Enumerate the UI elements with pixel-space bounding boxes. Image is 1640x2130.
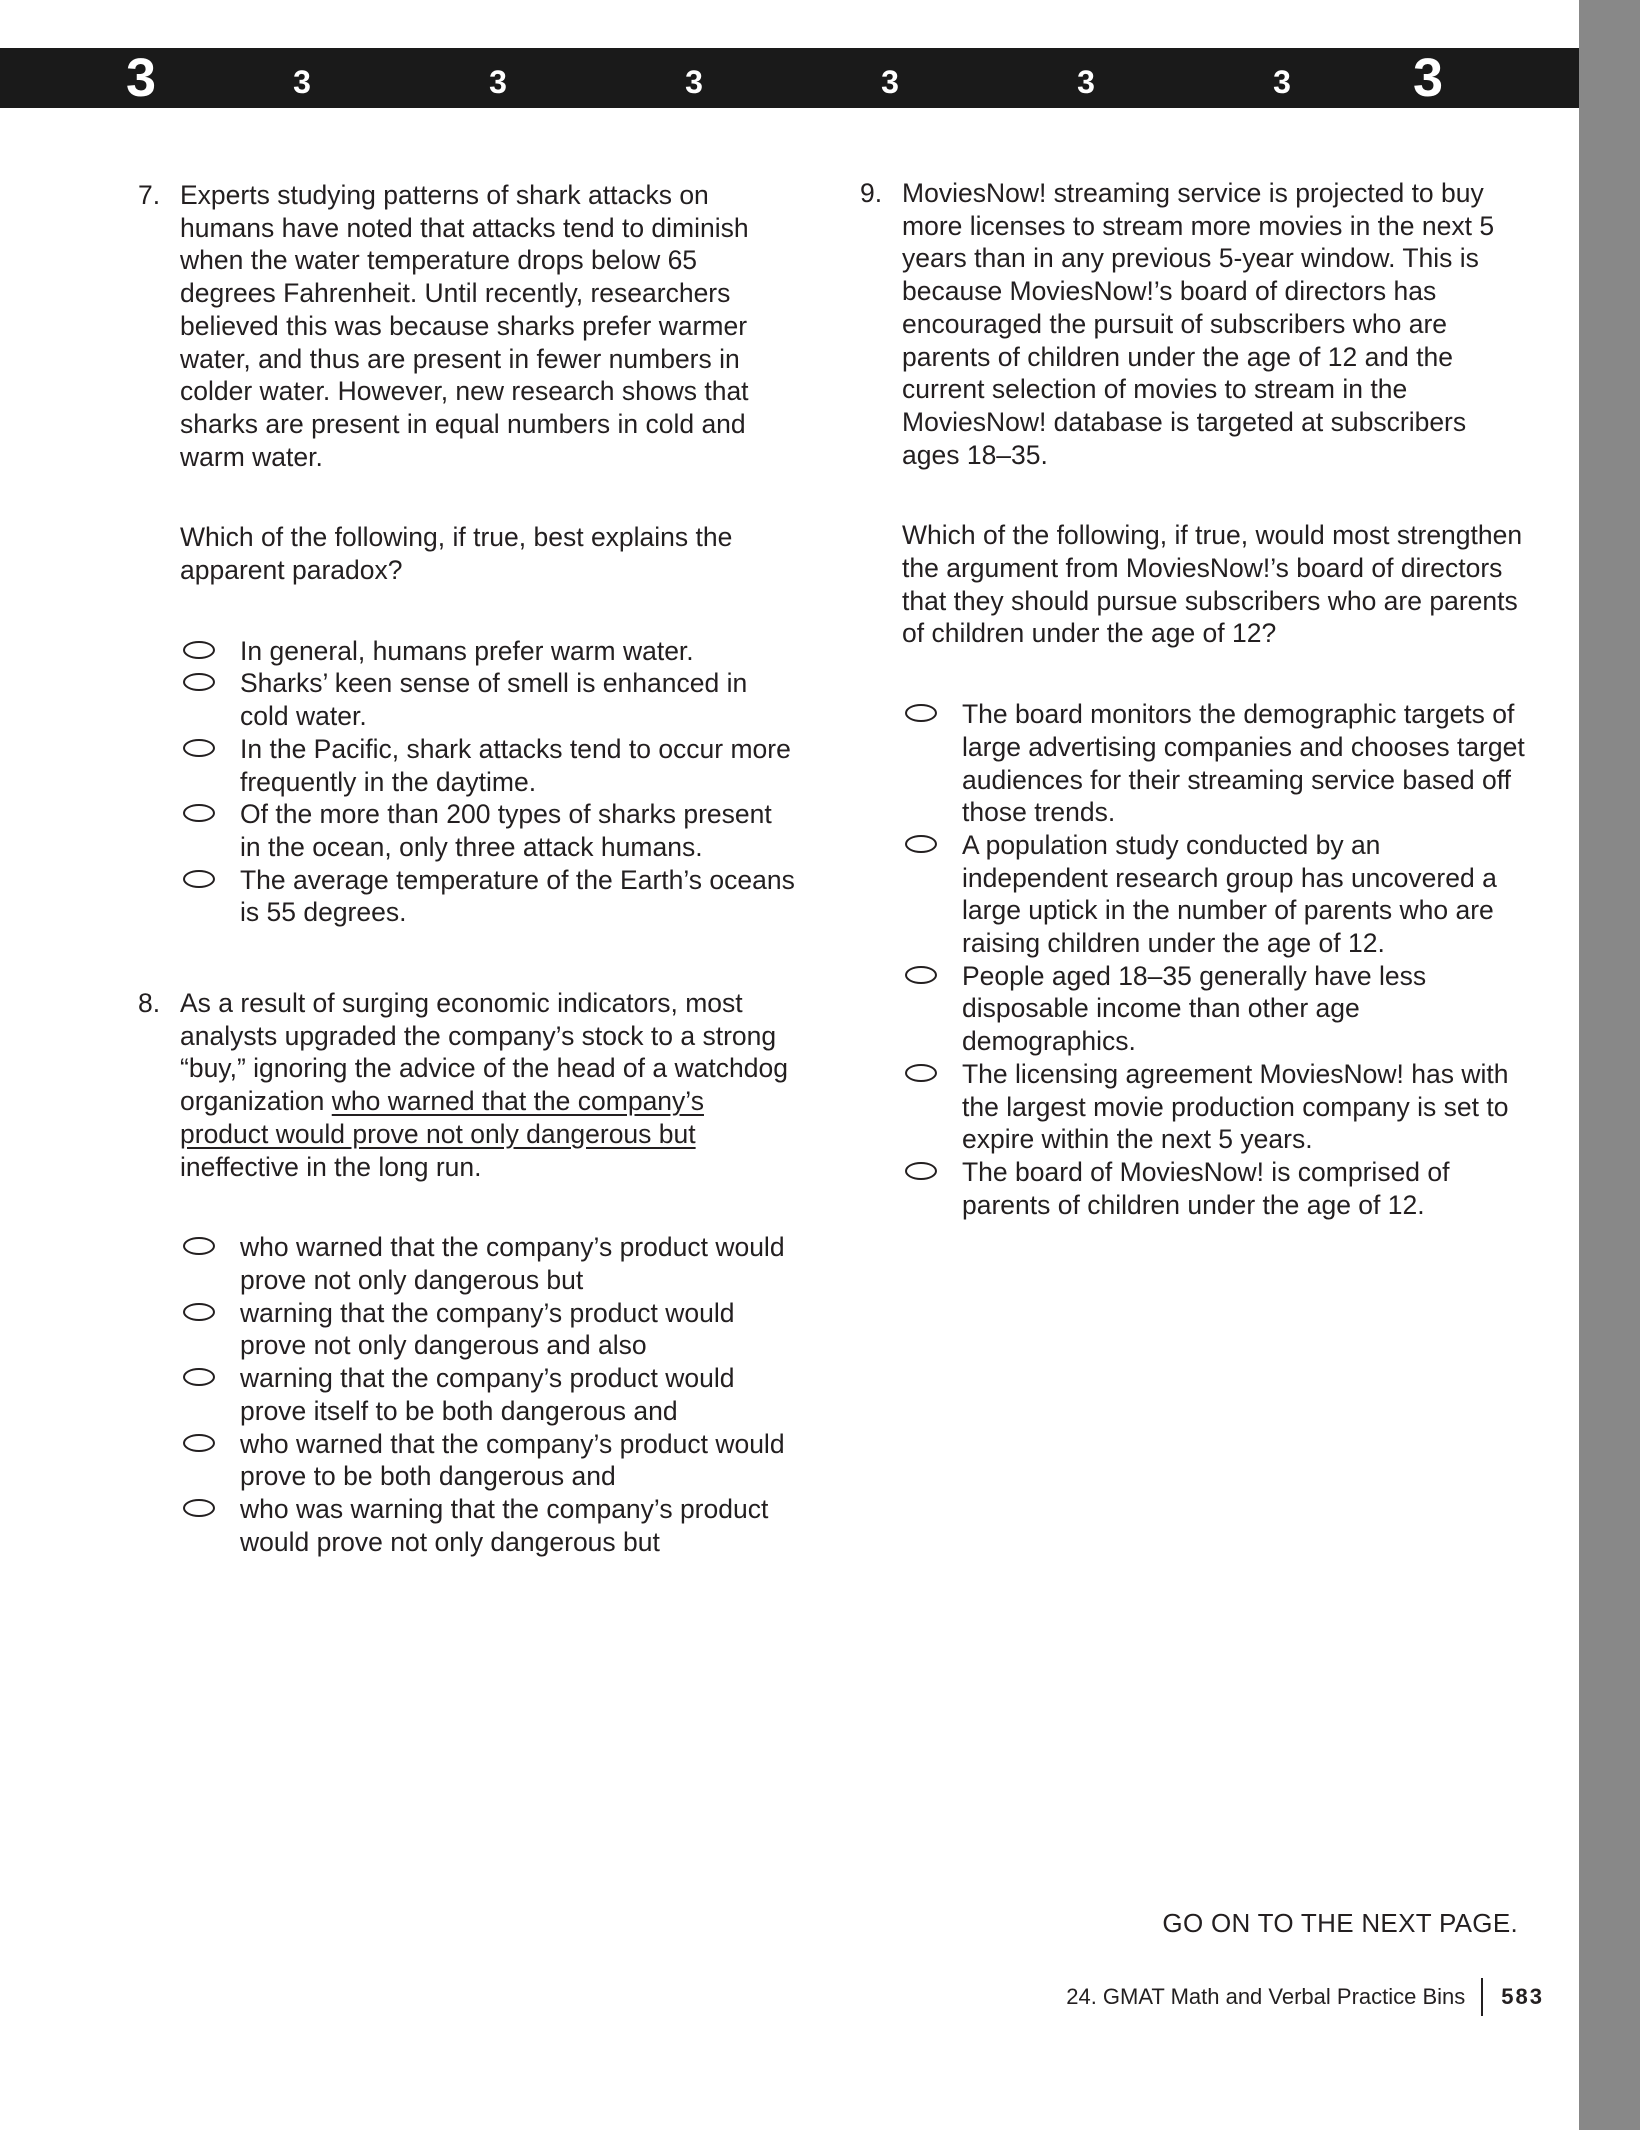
page-edge-sidebar [1579, 0, 1640, 2130]
radio-bubble-icon[interactable] [183, 1434, 215, 1452]
choice-text: In the Pacific, shark attacks tend to occur more frequently in the daytime. [240, 733, 791, 797]
question-7 [138, 179, 798, 929]
answer-choice[interactable] [180, 1362, 798, 1427]
section-number: 3 [293, 64, 311, 100]
question-9 [860, 177, 1525, 1221]
answer-choice[interactable] [180, 1493, 798, 1558]
answer-choice[interactable] [180, 1428, 798, 1493]
choice-text: who was warning that the company’s product would prove not only dangerous but [240, 1493, 769, 1557]
answer-choice[interactable] [180, 667, 798, 732]
question-number: 9. [860, 178, 883, 208]
section-number: 3 [489, 64, 507, 100]
choice-text: People aged 18–35 generally have less disposable income than other age demographics. [962, 960, 1427, 1057]
radio-bubble-icon[interactable] [183, 739, 215, 757]
underlined-portion: who warned that the company’s product would prove not only dangerous but [180, 1086, 704, 1149]
choice-text: Of the more than 200 types of sharks present in the ocean, only three attack humans. [240, 799, 772, 862]
choice-text: warning that the company’s product would prove itself to be both dangerous and [240, 1363, 735, 1426]
radio-bubble-icon[interactable] [905, 1162, 937, 1180]
radio-bubble-icon[interactable] [905, 1064, 937, 1082]
choice-text: who warned that the company’s product would prove not only dangerous but [240, 1232, 785, 1295]
section-number: 3 [685, 64, 703, 100]
radio-bubble-icon[interactable] [183, 1303, 215, 1321]
answer-choices [902, 698, 1525, 1221]
question-number: 7. [138, 180, 161, 210]
answer-choice[interactable] [180, 1297, 798, 1362]
section-number: 3 [1273, 64, 1291, 100]
answer-choice[interactable] [902, 960, 1525, 1058]
chapter-title: 24. GMAT Math and Verbal Practice Bins [1066, 1984, 1466, 2009]
choice-text: The board of MoviesNow! is comprised of parents of children under the age of 12. [962, 1156, 1450, 1220]
answer-choice[interactable] [180, 864, 798, 929]
answer-choice[interactable] [902, 698, 1525, 829]
choice-text: who warned that the company’s product would prove to be both dangerous and [240, 1428, 785, 1492]
page-number: 583 [1501, 1984, 1544, 2009]
radio-bubble-icon[interactable] [905, 835, 937, 853]
question-number: 8. [138, 988, 161, 1019]
right-column [860, 177, 1525, 1221]
radio-bubble-icon[interactable] [183, 641, 215, 659]
choice-text: Sharks’ keen sense of smell is enhanced in cold water. [240, 668, 748, 732]
section-number: 3 [1077, 64, 1095, 100]
answer-choice[interactable] [902, 1156, 1525, 1221]
answer-choice[interactable] [180, 798, 798, 863]
question-stem: Experts studying patterns of shark attacks on humans have noted that attacks tend to diminish when the water temperature drops below 65 degrees Fahrenheit. Until recently, researchers believed this was because sharks prefer warmer water, and thus are present in fewer numbers in colder water. However, new research shows that sharks are present in equal numbers in cold and warm water. [180, 180, 749, 472]
answer-choice[interactable] [180, 635, 798, 668]
answer-choice[interactable] [180, 733, 798, 798]
answer-choice[interactable] [902, 1058, 1525, 1156]
left-column [138, 179, 798, 1558]
radio-bubble-icon[interactable] [183, 870, 215, 888]
section-number: 3 [1412, 48, 1444, 108]
choice-text: The licensing agreement MoviesNow! has with the largest movie production company is set to expire within the next 5 years. [962, 1058, 1509, 1155]
page-footer [1066, 1978, 1544, 2016]
choice-text: The average temperature of the Earth’s oceans is 55 degrees. [240, 864, 795, 928]
answer-choices [180, 1231, 798, 1558]
stem-text: As a result of surging economic indicators, most analysts upgraded the company’s stock to a strong “buy,” ignoring the advice of the head of a watchdog organization [180, 988, 788, 1117]
choice-text: warning that the company’s product would prove not only dangerous and also [240, 1297, 735, 1361]
question-prompt: Which of the following, if true, would most strengthen the argument from MoviesNow!’s board of directors that they should pursue subscribers who are parents of children under the age of 12? [902, 520, 1523, 649]
question-prompt: Which of the following, if true, best explains the apparent paradox? [180, 522, 733, 586]
footer-divider [1481, 1978, 1483, 2016]
section-header-band [0, 48, 1579, 108]
stem-text: ineffective in the long run. [180, 1151, 482, 1182]
choice-text: The board monitors the demographic targets of large advertising companies and chooses target audiences for their streaming service based off those trends. [962, 699, 1525, 828]
choice-text: A population study conducted by an independent research group has uncovered a large uptick in the number of parents who are raising children under the age of 12. [962, 829, 1497, 959]
radio-bubble-icon[interactable] [183, 1368, 215, 1386]
radio-bubble-icon[interactable] [183, 804, 215, 822]
next-page-notice: GO ON TO THE NEXT PAGE. [1162, 1908, 1518, 1938]
section-number: 3 [881, 64, 899, 100]
radio-bubble-icon[interactable] [183, 673, 215, 691]
answer-choice[interactable] [180, 1231, 798, 1296]
question-stem [180, 987, 798, 1183]
radio-bubble-icon[interactable] [183, 1237, 215, 1255]
section-number: 3 [125, 48, 157, 108]
radio-bubble-icon[interactable] [905, 966, 937, 984]
radio-bubble-icon[interactable] [905, 704, 937, 722]
question-stem: MoviesNow! streaming service is projected to buy more licenses to stream more movies in the next 5 years than in any previous 5-year window. This is because MoviesNow!’s board of directors has encouraged the pursuit of subscribers who are parents of children under the age of 12 and the current selection of movies to stream in the MoviesNow! database is targeted at subscribers ages 18–35. [902, 178, 1495, 470]
answer-choices [180, 635, 798, 929]
radio-bubble-icon[interactable] [183, 1499, 215, 1517]
choice-text: In general, humans prefer warm water. [240, 635, 694, 666]
question-8 [138, 987, 798, 1558]
answer-choice[interactable] [902, 829, 1525, 960]
